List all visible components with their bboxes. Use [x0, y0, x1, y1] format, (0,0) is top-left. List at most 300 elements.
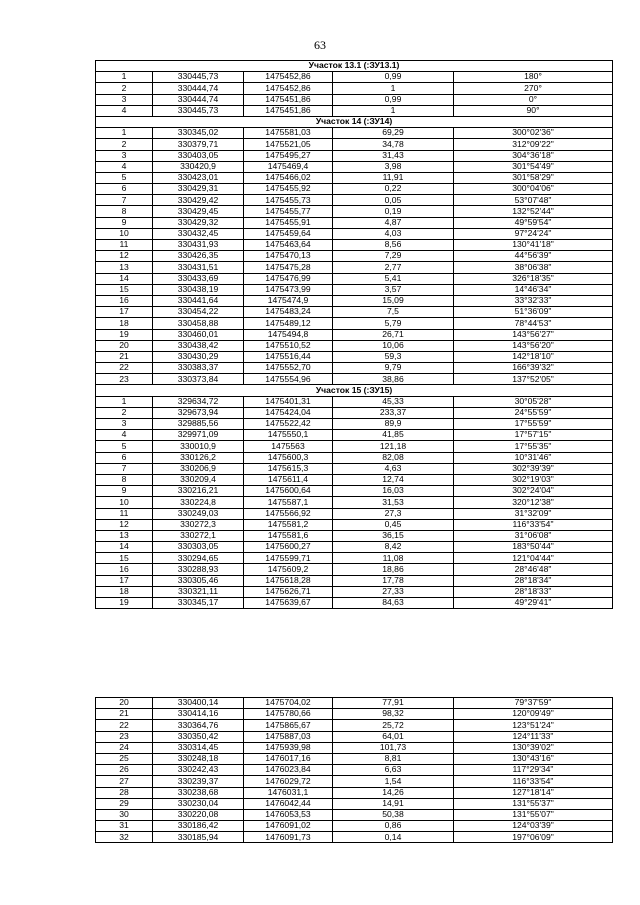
- table-row: [96, 407, 613, 418]
- point-number-cell: 10: [96, 228, 153, 239]
- table-row: [96, 150, 613, 161]
- table-row: [96, 586, 613, 597]
- table-row: [96, 340, 613, 351]
- section-title: Участок 13.1 (:ЗУ13.1): [96, 61, 613, 72]
- table-row: [96, 742, 613, 753]
- x-coordinate-cell: 330458,88: [153, 318, 244, 329]
- table-row: [96, 575, 613, 586]
- bearing-cell: 130°39'02": [454, 742, 613, 753]
- bearing-cell: 130°43'16": [454, 753, 613, 764]
- distance-cell: 82,08: [333, 452, 454, 463]
- x-coordinate-cell: 330445,73: [153, 72, 244, 83]
- bearing-cell: 51°36'09": [454, 307, 613, 318]
- table-row: [96, 798, 613, 809]
- table-row: [96, 351, 613, 362]
- point-number-cell: 5: [96, 172, 153, 183]
- distance-cell: 50,38: [333, 809, 454, 820]
- distance-cell: 12,74: [333, 474, 454, 485]
- bearing-cell: 49°29'41": [454, 598, 613, 609]
- bearing-cell: 124°03'39": [454, 821, 613, 832]
- bearing-cell: 90°: [454, 105, 613, 116]
- distance-cell: 5,41: [333, 273, 454, 284]
- x-coordinate-cell: 330423,01: [153, 172, 244, 183]
- table-row: [96, 262, 613, 273]
- x-coordinate-cell: 330420,9: [153, 161, 244, 172]
- y-coordinate-cell: 1476029,72: [244, 776, 333, 787]
- bearing-cell: 121°04'44": [454, 553, 613, 564]
- table-row: [96, 753, 613, 764]
- bearing-cell: 183°50'44": [454, 542, 613, 553]
- table-row: [96, 486, 613, 497]
- bearing-cell: 300°04'06": [454, 184, 613, 195]
- point-number-cell: 22: [96, 363, 153, 374]
- distance-cell: 7,5: [333, 307, 454, 318]
- section-header-row: [96, 61, 613, 72]
- distance-cell: 3,57: [333, 284, 454, 295]
- bearing-cell: 116°33'54": [454, 776, 613, 787]
- point-number-cell: 18: [96, 586, 153, 597]
- point-number-cell: 15: [96, 284, 153, 295]
- table-row: [96, 832, 613, 843]
- table-row: [96, 139, 613, 150]
- distance-cell: 27,3: [333, 508, 454, 519]
- table-row: [96, 318, 613, 329]
- distance-cell: 1,54: [333, 776, 454, 787]
- table-row: [96, 519, 613, 530]
- distance-cell: 8,81: [333, 753, 454, 764]
- y-coordinate-cell: 1475510,52: [244, 340, 333, 351]
- distance-cell: 16,03: [333, 486, 454, 497]
- bearing-cell: 131°55'07": [454, 809, 613, 820]
- distance-cell: 3,98: [333, 161, 454, 172]
- section-title: Участок 15 (:ЗУ15): [96, 385, 613, 396]
- bearing-cell: 0°: [454, 94, 613, 105]
- table-row: [96, 430, 613, 441]
- distance-cell: 4,03: [333, 228, 454, 239]
- point-number-cell: 12: [96, 519, 153, 530]
- x-coordinate-cell: 330185,94: [153, 832, 244, 843]
- y-coordinate-cell: 1475463,64: [244, 240, 333, 251]
- distance-cell: 0,99: [333, 94, 454, 105]
- bearing-cell: 28°46'48": [454, 564, 613, 575]
- distance-cell: 8,42: [333, 542, 454, 553]
- x-coordinate-cell: 330230,04: [153, 798, 244, 809]
- table-row: [96, 374, 613, 385]
- x-coordinate-cell: 330220,08: [153, 809, 244, 820]
- y-coordinate-cell: 1475600,3: [244, 452, 333, 463]
- bearing-cell: 137°52'05": [454, 374, 613, 385]
- bearing-cell: 44°56'39": [454, 251, 613, 262]
- y-coordinate-cell: 1475554,96: [244, 374, 333, 385]
- x-coordinate-cell: 330216,21: [153, 486, 244, 497]
- y-coordinate-cell: 1475489,12: [244, 318, 333, 329]
- point-number-cell: 7: [96, 195, 153, 206]
- x-coordinate-cell: 330429,42: [153, 195, 244, 206]
- distance-cell: 0,86: [333, 821, 454, 832]
- x-coordinate-cell: 330432,45: [153, 228, 244, 239]
- bearing-cell: 33°32'33": [454, 295, 613, 306]
- x-coordinate-cell: 330242,43: [153, 765, 244, 776]
- y-coordinate-cell: 1475451,86: [244, 105, 333, 116]
- page-number: 63: [314, 38, 326, 52]
- bearing-cell: 302°39'39": [454, 463, 613, 474]
- table-row: [96, 698, 613, 709]
- bearing-cell: 10°31'46": [454, 452, 613, 463]
- x-coordinate-cell: 329673,94: [153, 407, 244, 418]
- point-number-cell: 14: [96, 542, 153, 553]
- bearing-cell: 312°09'22": [454, 139, 613, 150]
- point-number-cell: 2: [96, 139, 153, 150]
- y-coordinate-cell: 1475780,66: [244, 709, 333, 720]
- point-number-cell: 4: [96, 430, 153, 441]
- bearing-cell: 302°19'03": [454, 474, 613, 485]
- point-number-cell: 2: [96, 407, 153, 418]
- y-coordinate-cell: 1475521,05: [244, 139, 333, 150]
- bearing-cell: 143°56'20": [454, 340, 613, 351]
- y-coordinate-cell: 1475704,02: [244, 698, 333, 709]
- x-coordinate-cell: 330403,05: [153, 150, 244, 161]
- x-coordinate-cell: 330444,74: [153, 83, 244, 94]
- table-row: [96, 228, 613, 239]
- y-coordinate-cell: 1476091,73: [244, 832, 333, 843]
- table-row: [96, 598, 613, 609]
- distance-cell: 101,73: [333, 742, 454, 753]
- point-number-cell: 21: [96, 351, 153, 362]
- y-coordinate-cell: 1475611,4: [244, 474, 333, 485]
- table-row: [96, 809, 613, 820]
- table-row: [96, 497, 613, 508]
- bearing-cell: 270°: [454, 83, 613, 94]
- point-number-cell: 4: [96, 161, 153, 172]
- table-row: [96, 329, 613, 340]
- y-coordinate-cell: 1475618,28: [244, 575, 333, 586]
- distance-cell: 11,91: [333, 172, 454, 183]
- distance-cell: 25,72: [333, 720, 454, 731]
- table-row: [96, 474, 613, 485]
- distance-cell: 64,01: [333, 731, 454, 742]
- point-number-cell: 6: [96, 452, 153, 463]
- y-coordinate-cell: 1475865,67: [244, 720, 333, 731]
- bearing-cell: 300°02'36": [454, 128, 613, 139]
- y-coordinate-cell: 1475470,13: [244, 251, 333, 262]
- x-coordinate-cell: 330431,51: [153, 262, 244, 273]
- bearing-cell: 79°37'59": [454, 698, 613, 709]
- distance-cell: 0,14: [333, 832, 454, 843]
- y-coordinate-cell: 1476031,1: [244, 787, 333, 798]
- point-number-cell: 1: [96, 72, 153, 83]
- x-coordinate-cell: 329885,56: [153, 419, 244, 430]
- bearing-cell: 326°18'35": [454, 273, 613, 284]
- x-coordinate-cell: 330272,3: [153, 519, 244, 530]
- distance-cell: 233,37: [333, 407, 454, 418]
- distance-cell: 26,71: [333, 329, 454, 340]
- x-coordinate-cell: 330272,1: [153, 530, 244, 541]
- x-coordinate-cell: 330248,18: [153, 753, 244, 764]
- bearing-cell: 38°06'38": [454, 262, 613, 273]
- y-coordinate-cell: 1475563: [244, 441, 333, 452]
- point-number-cell: 14: [96, 273, 153, 284]
- point-number-cell: 7: [96, 463, 153, 474]
- bearing-cell: 31°32'09": [454, 508, 613, 519]
- point-number-cell: 17: [96, 307, 153, 318]
- distance-cell: 0,45: [333, 519, 454, 530]
- bearing-cell: 132°52'44": [454, 206, 613, 217]
- x-coordinate-cell: 330460,01: [153, 329, 244, 340]
- point-number-cell: 16: [96, 564, 153, 575]
- x-coordinate-cell: 330345,17: [153, 598, 244, 609]
- table-row: [96, 419, 613, 430]
- table-row: [96, 172, 613, 183]
- distance-cell: 31,53: [333, 497, 454, 508]
- y-coordinate-cell: 1476017,16: [244, 753, 333, 764]
- y-coordinate-cell: 1475587,1: [244, 497, 333, 508]
- x-coordinate-cell: 330454,22: [153, 307, 244, 318]
- table-row: [96, 709, 613, 720]
- distance-cell: 34,78: [333, 139, 454, 150]
- distance-cell: 8,56: [333, 240, 454, 251]
- x-coordinate-cell: 330206,9: [153, 463, 244, 474]
- table-row: [96, 787, 613, 798]
- table-row: [96, 542, 613, 553]
- bearing-cell: 304°36'18": [454, 150, 613, 161]
- distance-cell: 41,85: [333, 430, 454, 441]
- bearing-cell: 123°51'24": [454, 720, 613, 731]
- y-coordinate-cell: 1475424,04: [244, 407, 333, 418]
- y-coordinate-cell: 1475522,42: [244, 419, 333, 430]
- x-coordinate-cell: 329634,72: [153, 396, 244, 407]
- distance-cell: 121,18: [333, 441, 454, 452]
- x-coordinate-cell: 330426,35: [153, 251, 244, 262]
- bearing-cell: 53°07'48": [454, 195, 613, 206]
- point-number-cell: 16: [96, 295, 153, 306]
- x-coordinate-cell: 330373,84: [153, 374, 244, 385]
- section-header-row: [96, 116, 613, 127]
- x-coordinate-cell: 330350,42: [153, 731, 244, 742]
- table-row: [96, 508, 613, 519]
- point-number-cell: 29: [96, 798, 153, 809]
- y-coordinate-cell: 1475451,86: [244, 94, 333, 105]
- table-row: [96, 452, 613, 463]
- distance-cell: 6,63: [333, 765, 454, 776]
- bearing-cell: 30°05'28": [454, 396, 613, 407]
- point-number-cell: 24: [96, 742, 153, 753]
- x-coordinate-cell: 330238,68: [153, 787, 244, 798]
- x-coordinate-cell: 330010,9: [153, 441, 244, 452]
- distance-cell: 14,91: [333, 798, 454, 809]
- point-number-cell: 23: [96, 374, 153, 385]
- bearing-cell: 14°46'34": [454, 284, 613, 295]
- table-row: [96, 161, 613, 172]
- x-coordinate-cell: 330430,29: [153, 351, 244, 362]
- table-row: [96, 821, 613, 832]
- x-coordinate-cell: 330383,37: [153, 363, 244, 374]
- distance-cell: 98,32: [333, 709, 454, 720]
- x-coordinate-cell: 330438,42: [153, 340, 244, 351]
- y-coordinate-cell: 1475401,31: [244, 396, 333, 407]
- y-coordinate-cell: 1475455,73: [244, 195, 333, 206]
- x-coordinate-cell: 330249,03: [153, 508, 244, 519]
- table-row: [96, 530, 613, 541]
- bearing-cell: 120°09'49": [454, 709, 613, 720]
- x-coordinate-cell: 330239,37: [153, 776, 244, 787]
- point-number-cell: 19: [96, 598, 153, 609]
- y-coordinate-cell: 1475615,3: [244, 463, 333, 474]
- bearing-cell: 17°57'15": [454, 430, 613, 441]
- point-number-cell: 32: [96, 832, 153, 843]
- point-number-cell: 20: [96, 698, 153, 709]
- bearing-cell: 302°24'04": [454, 486, 613, 497]
- table-row: [96, 240, 613, 251]
- table-row: [96, 441, 613, 452]
- point-number-cell: 18: [96, 318, 153, 329]
- y-coordinate-cell: 1476042,44: [244, 798, 333, 809]
- y-coordinate-cell: 1476091,02: [244, 821, 333, 832]
- y-coordinate-cell: 1475639,67: [244, 598, 333, 609]
- bearing-cell: 28°18'33": [454, 586, 613, 597]
- point-number-cell: 27: [96, 776, 153, 787]
- y-coordinate-cell: 1475600,27: [244, 542, 333, 553]
- y-coordinate-cell: 1475609,2: [244, 564, 333, 575]
- distance-cell: 89,9: [333, 419, 454, 430]
- bearing-cell: 142°18'10": [454, 351, 613, 362]
- y-coordinate-cell: 1475455,91: [244, 217, 333, 228]
- distance-cell: 2,77: [333, 262, 454, 273]
- table-row: [96, 105, 613, 116]
- y-coordinate-cell: 1475483,24: [244, 307, 333, 318]
- y-coordinate-cell: 1475552,70: [244, 363, 333, 374]
- distance-cell: 7,29: [333, 251, 454, 262]
- bearing-cell: 127°18'14": [454, 787, 613, 798]
- x-coordinate-cell: 330303,05: [153, 542, 244, 553]
- table-row: [96, 284, 613, 295]
- y-coordinate-cell: 1475452,86: [244, 83, 333, 94]
- distance-cell: 15,09: [333, 295, 454, 306]
- distance-cell: 1: [333, 105, 454, 116]
- point-number-cell: 25: [96, 753, 153, 764]
- point-number-cell: 1: [96, 128, 153, 139]
- distance-cell: 18,86: [333, 564, 454, 575]
- distance-cell: 0,22: [333, 184, 454, 195]
- bearing-cell: 143°56'27": [454, 329, 613, 340]
- table-row: [96, 731, 613, 742]
- table-row: [96, 273, 613, 284]
- point-number-cell: 21: [96, 709, 153, 720]
- point-number-cell: 10: [96, 497, 153, 508]
- table-row: [96, 206, 613, 217]
- distance-cell: 17,78: [333, 575, 454, 586]
- x-coordinate-cell: 330431,93: [153, 240, 244, 251]
- y-coordinate-cell: 1475599,71: [244, 553, 333, 564]
- table-row: [96, 553, 613, 564]
- section-header-row: [96, 385, 613, 396]
- y-coordinate-cell: 1475516,44: [244, 351, 333, 362]
- point-number-cell: 31: [96, 821, 153, 832]
- distance-cell: 9,79: [333, 363, 454, 374]
- y-coordinate-cell: 1475469,4: [244, 161, 333, 172]
- table-row: [96, 295, 613, 306]
- x-coordinate-cell: 330445,73: [153, 105, 244, 116]
- x-coordinate-cell: 330429,45: [153, 206, 244, 217]
- point-number-cell: 8: [96, 206, 153, 217]
- x-coordinate-cell: 330224,8: [153, 497, 244, 508]
- distance-cell: 10,06: [333, 340, 454, 351]
- table-row: [96, 765, 613, 776]
- y-coordinate-cell: 1475494,8: [244, 329, 333, 340]
- x-coordinate-cell: 330438,19: [153, 284, 244, 295]
- point-number-cell: 8: [96, 474, 153, 485]
- table-row: [96, 720, 613, 731]
- table-row: [96, 307, 613, 318]
- distance-cell: 45,33: [333, 396, 454, 407]
- table-row: [96, 195, 613, 206]
- point-number-cell: 13: [96, 262, 153, 273]
- point-number-cell: 2: [96, 83, 153, 94]
- point-number-cell: 9: [96, 217, 153, 228]
- point-number-cell: 19: [96, 329, 153, 340]
- table-row: [96, 128, 613, 139]
- point-number-cell: 3: [96, 150, 153, 161]
- y-coordinate-cell: 1475566,92: [244, 508, 333, 519]
- x-coordinate-cell: 330126,2: [153, 452, 244, 463]
- y-coordinate-cell: 1475600,64: [244, 486, 333, 497]
- bearing-cell: 197°06'09": [454, 832, 613, 843]
- y-coordinate-cell: 1475581,03: [244, 128, 333, 139]
- x-coordinate-cell: 330414,16: [153, 709, 244, 720]
- point-number-cell: 5: [96, 441, 153, 452]
- bearing-cell: 24°55'59": [454, 407, 613, 418]
- bearing-cell: 124°11'33": [454, 731, 613, 742]
- table-row: [96, 564, 613, 575]
- x-coordinate-cell: 330294,65: [153, 553, 244, 564]
- y-coordinate-cell: 1475581,2: [244, 519, 333, 530]
- y-coordinate-cell: 1476023,84: [244, 765, 333, 776]
- y-coordinate-cell: 1475887,03: [244, 731, 333, 742]
- distance-cell: 0,99: [333, 72, 454, 83]
- y-coordinate-cell: 1475459,64: [244, 228, 333, 239]
- y-coordinate-cell: 1475452,86: [244, 72, 333, 83]
- bearing-cell: 130°41'18": [454, 240, 613, 251]
- table-row: [96, 251, 613, 262]
- point-number-cell: 30: [96, 809, 153, 820]
- x-coordinate-cell: 330345,02: [153, 128, 244, 139]
- bearing-cell: 117°29'34": [454, 765, 613, 776]
- y-coordinate-cell: 1475626,71: [244, 586, 333, 597]
- y-coordinate-cell: 1475473,99: [244, 284, 333, 295]
- y-coordinate-cell: 1475476,99: [244, 273, 333, 284]
- bearing-cell: 301°58'29": [454, 172, 613, 183]
- y-coordinate-cell: 1475939,98: [244, 742, 333, 753]
- distance-cell: 77,91: [333, 698, 454, 709]
- point-number-cell: 12: [96, 251, 153, 262]
- y-coordinate-cell: 1475455,92: [244, 184, 333, 195]
- bearing-cell: 166°39'32": [454, 363, 613, 374]
- distance-cell: 4,87: [333, 217, 454, 228]
- point-number-cell: 22: [96, 720, 153, 731]
- distance-cell: 84,63: [333, 598, 454, 609]
- bearing-cell: 17°55'35": [454, 441, 613, 452]
- bearing-cell: 17°55'59": [454, 419, 613, 430]
- distance-cell: 38,86: [333, 374, 454, 385]
- y-coordinate-cell: 1475550,1: [244, 430, 333, 441]
- distance-cell: 0,19: [333, 206, 454, 217]
- bearing-cell: 180°: [454, 72, 613, 83]
- x-coordinate-cell: 329971,09: [153, 430, 244, 441]
- distance-cell: 69,29: [333, 128, 454, 139]
- y-coordinate-cell: 1475466,02: [244, 172, 333, 183]
- x-coordinate-cell: 330400,14: [153, 698, 244, 709]
- y-coordinate-cell: 1475474,9: [244, 295, 333, 306]
- y-coordinate-cell: 1476053,53: [244, 809, 333, 820]
